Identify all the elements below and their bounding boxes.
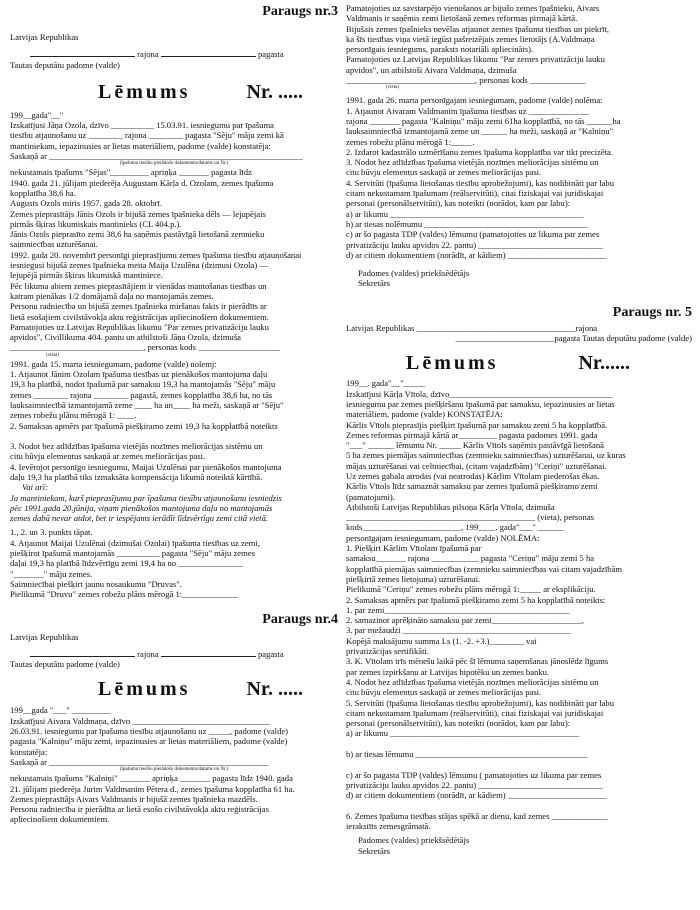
text-line: d) ar citiem dokumentiem (norādīt, ar kādiem) _______________________ [346, 790, 607, 801]
text-line: Kārlis Vītols pieprasījis piešķirt īpašumā par samaksu zemi 5 ha kopplatībā. [346, 419, 608, 430]
text-line: iesniegumu par zemes piešķiršanu īpašumā par samaksu, iepazinusies ar lietas [346, 398, 615, 409]
decision-date: 199__. gada"__"_____ [346, 378, 426, 389]
sample-4-continued [346, 3, 692, 85]
text-line: 2. samazinot aprēķināto samaksu par zemi_____________________, [346, 615, 584, 626]
decision-title: Lēmums Nr. ..... [98, 80, 303, 103]
text-line: Pamatojoties uz savstarpējo vienošanos ar bijušo zemes īpašnieku, Aivars [346, 3, 600, 13]
text-line: Pēc likuma abiem zemes pieprasītājiem ir vienādas mantošanas tiesības un [10, 280, 267, 291]
text-line: Izskatījusi Aivara Valdmaņa, dzīvo ________________________________ [10, 715, 270, 726]
text-line: 3. Nodot bez atlīdzības īpašuma vietējās nozīmes meliorācijas sistēmu un [346, 157, 599, 168]
text-line: tiesību atjaunošanu uz ________ rajona ________ pagasta "Sēju" māju zemi kā [10, 130, 284, 141]
text-line: ierakstīts zemesgrāmatā. [346, 821, 431, 832]
text-line: citu būvju elementus saskaņā ar zemes meliorācijas pasi. [10, 451, 206, 462]
text-line: Kārlis Vītols līdz samaznāt samaksu par zemes īpašumā piešķiramo zemi [346, 481, 598, 492]
text-line: zemes ________ rajona ________ pagastā, zemes kopplatība 38,6 ha, no tās [10, 389, 273, 400]
text-line: 1. Atjaunot Jānim Ozolam īpašuma tiesības uz pienākošos mantojuma daļu [10, 369, 268, 380]
sample-3-heading: Paraugs nr.3 [262, 4, 338, 19]
text-line: Saskaņā ar ___________________________________________________ [10, 756, 269, 767]
text-line: daļai 19,3 ha platībā līdzvērtīgu zemi 19,4 ha no _______________ [10, 558, 243, 569]
decision-date: 199__gada "___" _________ [10, 705, 111, 716]
text-line: citu būvju elementus saskaņā ar zemes meliorācijas pasi. [346, 687, 542, 698]
text-line: citu būvju elementus saskaņā ar zemes meliorācijas pasi. [346, 167, 542, 178]
left-column [10, 0, 338, 825]
text-line: 2. Samaksas apmērs par īpašumā piešķiramo zemi 19,3 ha kopplatībā noteikts [10, 420, 278, 431]
body-text [10, 167, 338, 352]
text-line: mantiniekam, iepazinusies ar lietas materiāliem, padome (valde) konstatēja: [10, 140, 271, 151]
text-line: samaksu_______ rajona ___________ pagasta "Ceriņu" māju zemi 5 ha [346, 553, 595, 564]
or-also: Vai arī: [22, 482, 49, 493]
text-line: lauksaimniecībā izmantojamā zeme un ______ ha meži, saskaņā ar "Kalniņu" [346, 126, 614, 137]
text-line: ____________________________________________ (vieta), personas [346, 512, 595, 523]
text-line: Kopējā maksājumu summa Ls (1. -2. +3.)________ vai [346, 635, 537, 646]
sample-4-heading: Paraugs nr.4 [262, 611, 338, 627]
text-line: c) ar šo pagasta TDP (valdes) lēmumu ( pamatojoties uz likuma par zemes [346, 769, 602, 780]
text-line: piešķirot īpašumā mantojamās __________ pagasta "Sēju" māju zemes [10, 548, 255, 559]
text-line: Personu radniecība un bijušā zemes īpašnieka miršanas fakts ir pierādīts ar [10, 301, 267, 312]
body-text [10, 773, 338, 824]
text-line: personai (personālservitūti), kas noteikti (norādot, kam par labu): [346, 718, 571, 729]
text-line: apvidos", Civillikuma 404. pantu un atbilstoši Jāņa Ozola, dzimuša [10, 332, 241, 343]
republic-label: Latvijas Republikas [10, 32, 79, 42]
text-line: konstatēja: [10, 746, 48, 757]
text-line: iesniegusi bijušā zemes īpašnieka meita Maija Uzulēna (dzimusi Ozola) — [10, 260, 268, 271]
text-line: piešķirtā zemes lietojuma) uzturēšanai. [346, 573, 481, 584]
text-line: privatizāciju lauku apvidos 22. pantu) _____________________________ [346, 239, 603, 250]
italic-note [10, 493, 338, 524]
council-label: Tautas deputātu padome (valde) [10, 59, 120, 70]
text-line: ______________________________, personas kods _____________ [346, 75, 586, 86]
text-line: zemes dabā nevar atdot, bet ir iespējams ierādīt līdzvērtīgu zemi citā vietā. [10, 513, 269, 524]
text-line: 3. Nodot bez atlīdzības īpašuma vietējās nozīmes meliorācijas sistēmu un [10, 441, 263, 452]
text-line: 3. par mežaudzi _______________________________________ [346, 625, 571, 636]
text-line: kopplatība 38,6 ha. [10, 187, 76, 198]
text-line: 1. Atjaunot Aivaram Valdmanim īpašuma tiesības uz ______________ [346, 105, 589, 116]
republic-line: Latvijas Republikas _____________________________________rajona [346, 322, 598, 333]
document-note: (īpašuma tiesību pierādošo dokumentu/datums un Nr.) [119, 161, 229, 167]
text-line: 1991. gada 26. marta personīgajam iesniegumam, padome (valde) nolēma: [346, 95, 603, 106]
sample-3 [10, 4, 338, 600]
region-line: rajona pagasta [10, 648, 338, 659]
text-line: privatizācijas sertifikāti. [346, 646, 430, 657]
chairman-signature: Padomes (valdes) priekšsēdētājs [358, 268, 470, 279]
tail-text [10, 527, 338, 599]
text-line: Valdmanis ir saņēmis zemi lietošanā zemes reformas pirmajā kārtā. [346, 13, 578, 24]
text-line: Augusts Ozols miris 1957. gada 28. oktobrī. [10, 198, 163, 209]
text-line: Jānis Ozols pieprasīto zemi 38,6 ha saņēmis pastāvīgā lietošanā zemnieku [10, 229, 265, 240]
text-line: 26.03.91. iesniegumu par īpašuma tiesību atjaunošanu uz _____, padome (valde) [10, 726, 289, 737]
right-column [346, 0, 692, 856]
secretary-signature: Sekretārs [358, 278, 390, 289]
decision-title: Lēmums Nr...... [406, 352, 630, 375]
text-line: 19,3 ha platībā, nodot īpašumā par samaksu 19,3 ha mantojamās "Sēju" māju [10, 379, 276, 390]
text-line: 1991. gada 15. marta iesniegumam, padome (valde) nolemj: [10, 358, 217, 369]
text-line: Ja mantiniekam, kurš pieprasījumu par īpašuma tiesību atjaunošanu iesniedzis [10, 492, 282, 503]
text-line: daļu 19,3 ha platībā tiks izmaksāta kompensācija likumā noteiktā kārtībā. [10, 471, 263, 482]
text-line: personīgais iesniegums, paraksts notariāli apliecināts). [346, 44, 534, 55]
text-line: Izskatījusi Kārļa Vītola, dzīvo______________________________________ [346, 388, 613, 399]
text-line: Atbilstoši Latvijas Republikas pilsoņa Kārļa Vītola, dzimuša [346, 501, 555, 512]
text-line: saimniecības uzturēšanai. [10, 239, 98, 250]
text-line: nekustamais īpašums "Kalniņi" _______ apriņķa _______ pagasta līdz 1940. gada [10, 773, 293, 784]
text-line: 4. Servitūti (īpašuma lietošanas tiesību aprobežojumi), kas nodibināti par labu [346, 177, 615, 188]
text-line: "___" ______ lēmumu Nr. _____ Kārlis Vītols saņēmis pastāvīgā lietošanā [346, 440, 604, 451]
place-note: (vieta) [46, 352, 60, 358]
sample-4-decision [346, 95, 692, 260]
text-line: kopplatībā piemājas saimniecības (zemnieku saimniecības vai citam vajadzībām [346, 563, 623, 574]
text-line: personīgajam iesniegumam, padome (valde) NOLĒMA: [346, 532, 540, 543]
sample-5-text [346, 389, 692, 832]
text-line: katram pienākas 1/2 domājamā daļa no mantojamās zemes. [10, 290, 214, 301]
text-line: 1992. gada 20. novembrī personīgi pieprasījumu zemes īpašuma tiesību atjaunošanai [10, 249, 302, 260]
council-label: Tautas deputātu padome (valde) [10, 659, 120, 670]
text-line: par zemes izpirkšanu ar Latvijas hipotēku un zemes banku. [346, 666, 550, 677]
text-line: zemes robežu plānu mērogā 1:_____. [346, 136, 475, 147]
text-line: Zemes pieprasītājs Aivars Valdmanis ir bijušā zemes īpašnieka mazdēls. [10, 793, 258, 804]
text-line: Saskaņā ar ___________________________________________________________ [10, 151, 303, 162]
text-line: Personu radniecība ir pierādīta ar lietā esošo civilstāvokļa aktu reģistrācijas [10, 804, 269, 815]
text-line: pagasta "Kalniņu" māju zemi, iepazinusies ar lietas materiāliem, padome (valde) [10, 736, 288, 747]
text-line: apliecinošiem dokumentiem. [10, 814, 110, 825]
place-note: (vieta) [386, 85, 400, 91]
secretary-signature: Sekretārs [358, 845, 390, 856]
text-line: lauksaimniecībā izmantojamā zeme ____ ha un____ ha meži, saskaņā ar "Sēju" [10, 399, 284, 410]
text-line: a) ar likumu ____________________________________________ [346, 728, 580, 739]
text-line [346, 759, 692, 769]
text-line: "_______" māju zemes. [10, 568, 93, 579]
text-line: 4. Atjaunot Maijai Uzulēnai (dzimušai Ozolai) īpašuma tiesības uz zemi, [10, 537, 260, 548]
text-line: Uz zemes gabala atrodas (vai neatrodas) Kārlim Vītolam piederošas ēkas. [346, 470, 600, 481]
text-line: 1., 2. un 3. punkts tāpat. [10, 527, 93, 538]
text-line: mājas uzturēšanai vai celtniecībai, (citam vajadzībām) "Ceriņi" uzturēšanai. [346, 460, 607, 471]
text-line: citam nekustamam īpašumam (reālservitūti), citai fiziskajai vai juridiskajai [346, 188, 604, 199]
text-line: 4. Nodot bez atlīdzības īpašuma vietējās nozīmes meliorācijas sistēmu un [346, 676, 599, 687]
text-line: ka šīs tiesības viņa vietā iegūst pašreizējais zemes lietotājs (A.Valdmaņa [346, 33, 595, 44]
text-line: b) ar tiesas nolēmumu ______________________________________ [346, 218, 588, 229]
text-line: pirmās šķiras likumiskais mantinieks (CL 404.p.). [10, 218, 182, 229]
text-line: rajona _______ pagasta "Kalniņu" māju zemi 61ha kopplatībā, no tās ______ha [346, 115, 621, 126]
decision-title: Lēmums Nr. ..... [98, 678, 303, 701]
text-line [346, 800, 692, 810]
text-line: (pamatojumi). [346, 491, 395, 502]
text-line: pēc 1991.gada 20.jūnija, viņam pienākošos mantojuma daļu no mantojamās [10, 502, 273, 513]
text-line: Bijušais zemes īpašnieks nevēlas atjaunot zemes īpašuma tiesības un piekrīt, [346, 23, 609, 34]
text-line: a) ar likumu _____________________________________________ [346, 208, 584, 219]
intro-lines [10, 120, 338, 161]
text-line: 1. par zemi___________________________________________ [346, 604, 570, 615]
text-line: 4. Ievērojot personīgo iesniegumu, Maijai Uzulēnai par pienākošos mantojuma [10, 461, 282, 472]
text-line: Pielikumā "Druvu" zemes robežu plāns mērogā 1:_____________ [10, 589, 239, 600]
text-line: 2. Izdarot kadastrālo uzmērīšanu zemes īpašuma kopplatība var tikt precizēta. [346, 146, 614, 157]
sample-4 [10, 612, 338, 825]
text-line: kods_______________________, 199____. gada"___" ______ [346, 522, 564, 533]
text-line: 2. Samaksas apmērs par īpašumā piešķiramo zemi 5 ha kopplatībā noteikts: [346, 594, 606, 605]
text-line: 3. K. Vītolam trīs mēnešu laikā pēc šī lēmuma saņemšanas jānoslēdz līgums [346, 656, 609, 667]
decision-date: 199__gada"__" [10, 109, 64, 120]
text-line [346, 739, 692, 749]
sample-5-heading: Paraugs nr. 5 [612, 304, 692, 320]
text-line: Pamatojoties uz Latvijas Republikas likumu "Par zemes privatizāciju lauku [10, 321, 269, 332]
text-line: privatizāciju lauku apvidos 22. pantu) _____________________________ [346, 779, 603, 790]
document-note: (īpašuma tiesību pierādošo dokumentu/datums un Nr.) [119, 767, 229, 773]
region-line: rajona pagasta [10, 48, 338, 59]
text-line: materiāliem, padome (valde) KONSTATĒJA: [346, 409, 503, 420]
text-line: 6. Zemes īpašuma tiesības stājas spēkā ar dienu, kad zemes _____________ [346, 810, 608, 821]
text-line: zemes robežu plānu mērogā 1: ____. [10, 410, 137, 421]
text-line: 5. Servitūti (īpašuma lietošanas tiesību aprobežojumi), kas nodibināti par labu [346, 697, 615, 708]
text-line: 1. Piešķirt Kārlim Vītolam īpašumā par [346, 543, 482, 554]
text-line: Pamatojoties uz Latvijas Republikas likumu "Par zemes privatizāciju lauku [346, 54, 605, 65]
text-line: lejupējā pirmās šķiras likumiskā mantiniece. [10, 270, 163, 281]
text-line: 5 ha zemes piemājas saimniecības (zemnieku saimniecības) uzturēšanai, uz kuras [346, 450, 626, 461]
republic-label: Latvijas Republikas [10, 631, 79, 642]
decision-text [10, 359, 338, 483]
chairman-signature: Padomes (valdes) priekšsēdētājs [358, 835, 470, 846]
text-line: Zemes reformas pirmajā kārtā ar_________ pagasta padomes 1991. gada [346, 429, 598, 440]
text-line [10, 431, 338, 441]
text-line: Izskatījusi Jāņa Ozola, dzīvo __________ 15.03.91. iesniegumu par īpašuma [10, 120, 274, 131]
text-line: b) ar tiesas lēmumu ________________________________________ [346, 749, 588, 759]
text-line: 21. jūlijam piederēja Jurim Valdmanim Pētera d., zemes īpašuma kopplatība 61 ha. [10, 783, 295, 794]
text-line: lietā esošajiem civilstāvokļa aktu reģistrācijas apliecinošiem dokumentiem. [10, 311, 269, 322]
text-line: citam nekustamam īpašumam (reālservitūti), citai fiziskajai vai juridiskajai [346, 707, 604, 718]
council-line: _______________________pagasta Tautas deputātu padome (valde) [455, 333, 692, 344]
text-line: d) ar citiem dokumentiem (norādīt, ar kādiem) _______________________ [346, 249, 607, 260]
sample-5 [346, 305, 692, 856]
text-line: Pielikumā "Ceriņu" zemes robežu plāns mērogā 1:_____ ar eksplikāciju. [346, 584, 596, 595]
intro-lines [10, 716, 338, 767]
text-line: _______________________________, personas kods ___________________ [10, 342, 280, 353]
text-line: apvidos", un atbilstoši Aivara Valdmaņa, dzimuša [346, 64, 517, 75]
text-line: Zemes pieprasītājs Jānis Ozols ir bijušā zemes īpašnieka dēls — lejupējais [10, 208, 266, 219]
text-line: nekustamais īpašums "Sējas"_________ apriņķa _______ pagasta līdz [10, 167, 252, 178]
text-line: 1940. gada 21. jūlijam piederēja Augustam Kārļa d. Ozolam, zemes īpašuma [10, 177, 274, 188]
text-line: c) ar šo pagasta TDP (valdes) lēmumu (pamatojoties uz likuma par zemes [346, 229, 600, 240]
text-line: Saimniecībai piešķirt jaunu nosaukumu "Druvas". [10, 578, 182, 589]
text-line: personai (personālservitūti), kas noteikti (norādot, kam par labu): [346, 198, 571, 209]
